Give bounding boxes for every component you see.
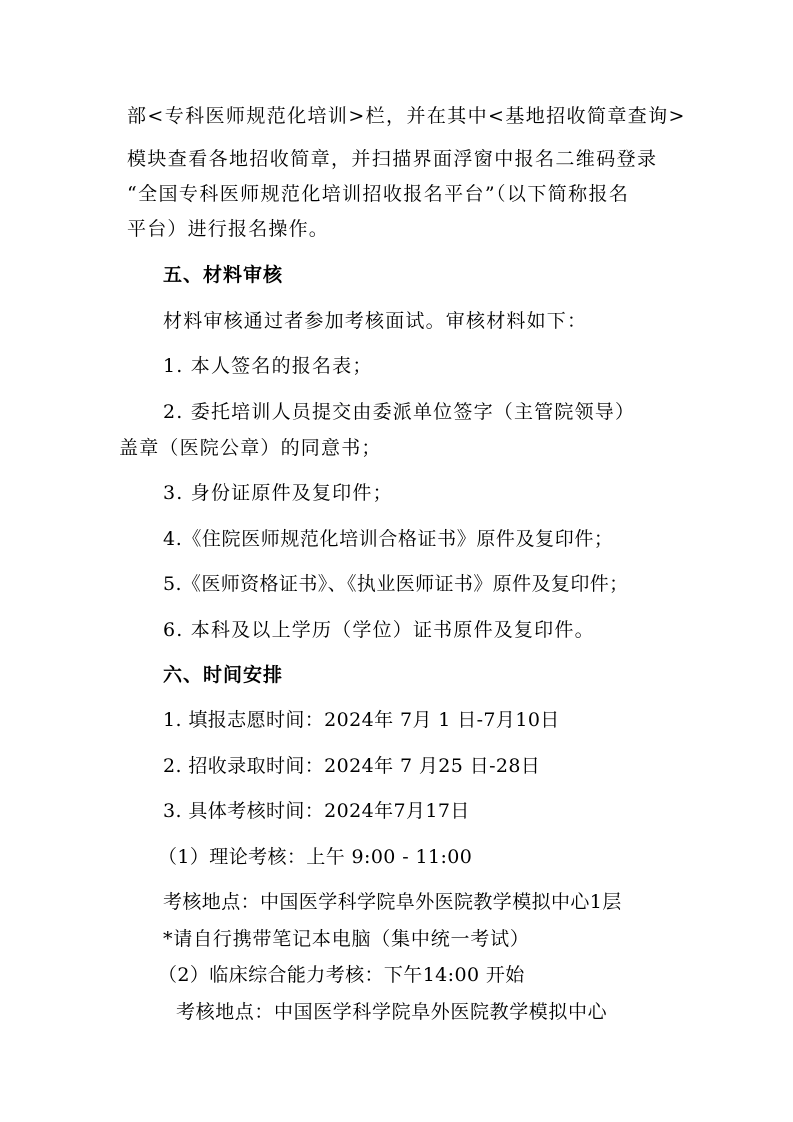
intro-line-1: 部<专科医师规范化培训>栏，并在其中<基地招收简章查询> (127, 105, 686, 127)
schedule-item-1: 1. 填报志愿时间：2024年 7月 1 日-7月10日 (163, 709, 560, 731)
material-item-3: 3. 身份证原件及复印件； (163, 482, 393, 504)
theory-exam-location: 考核地点：中国医学科学院阜外医院教学模拟中心1层 (163, 891, 622, 913)
section6-heading: 六、时间安排 (163, 664, 284, 686)
intro-line-2: 模块查看各地招收简章，并扫描界面浮窗中报名二维码登录 (127, 148, 658, 170)
material-item-2-continued: 盖章（医院公章）的同意书； (119, 437, 382, 459)
material-item-1: 1. 本人签名的报名表； (163, 355, 373, 377)
theory-exam: （1）理论考核：上午 9:00 - 11:00 (158, 846, 473, 868)
material-item-5: 5.《医师资格证书》、《执业医师证书》原件及复印件； (163, 573, 629, 595)
section5-heading: 五、材料审核 (163, 264, 284, 286)
intro-line-4: 平台）进行报名操作。 (127, 218, 330, 240)
material-item-4: 4.《住院医师规范化培训合格证书》原件及复印件； (163, 528, 614, 550)
clinical-exam-location: 考核地点：中国医学科学院阜外医院教学模拟中心 (176, 1001, 608, 1023)
clinical-exam: （2）临床综合能力考核：下午14:00 开始 (158, 964, 525, 986)
section5-intro: 材料审核通过者参加考核面试。审核材料如下： (163, 310, 588, 332)
material-item-2: 2. 委托培训人员提交由委派单位签字（主管院领导） (163, 401, 636, 423)
material-item-6: 6. 本科及以上学历（学位）证书原件及复印件。 (163, 619, 595, 641)
intro-line-3: “全国专科医师规范化培训招收报名平台”（以下简称报名 (127, 183, 630, 205)
laptop-note: *请自行携带笔记本电脑（集中统一考试） (163, 928, 530, 950)
schedule-item-2: 2. 招收录取时间：2024年 7 月25 日-28日 (163, 755, 541, 777)
schedule-item-3: 3. 具体考核时间：2024年7月17日 (163, 800, 470, 822)
